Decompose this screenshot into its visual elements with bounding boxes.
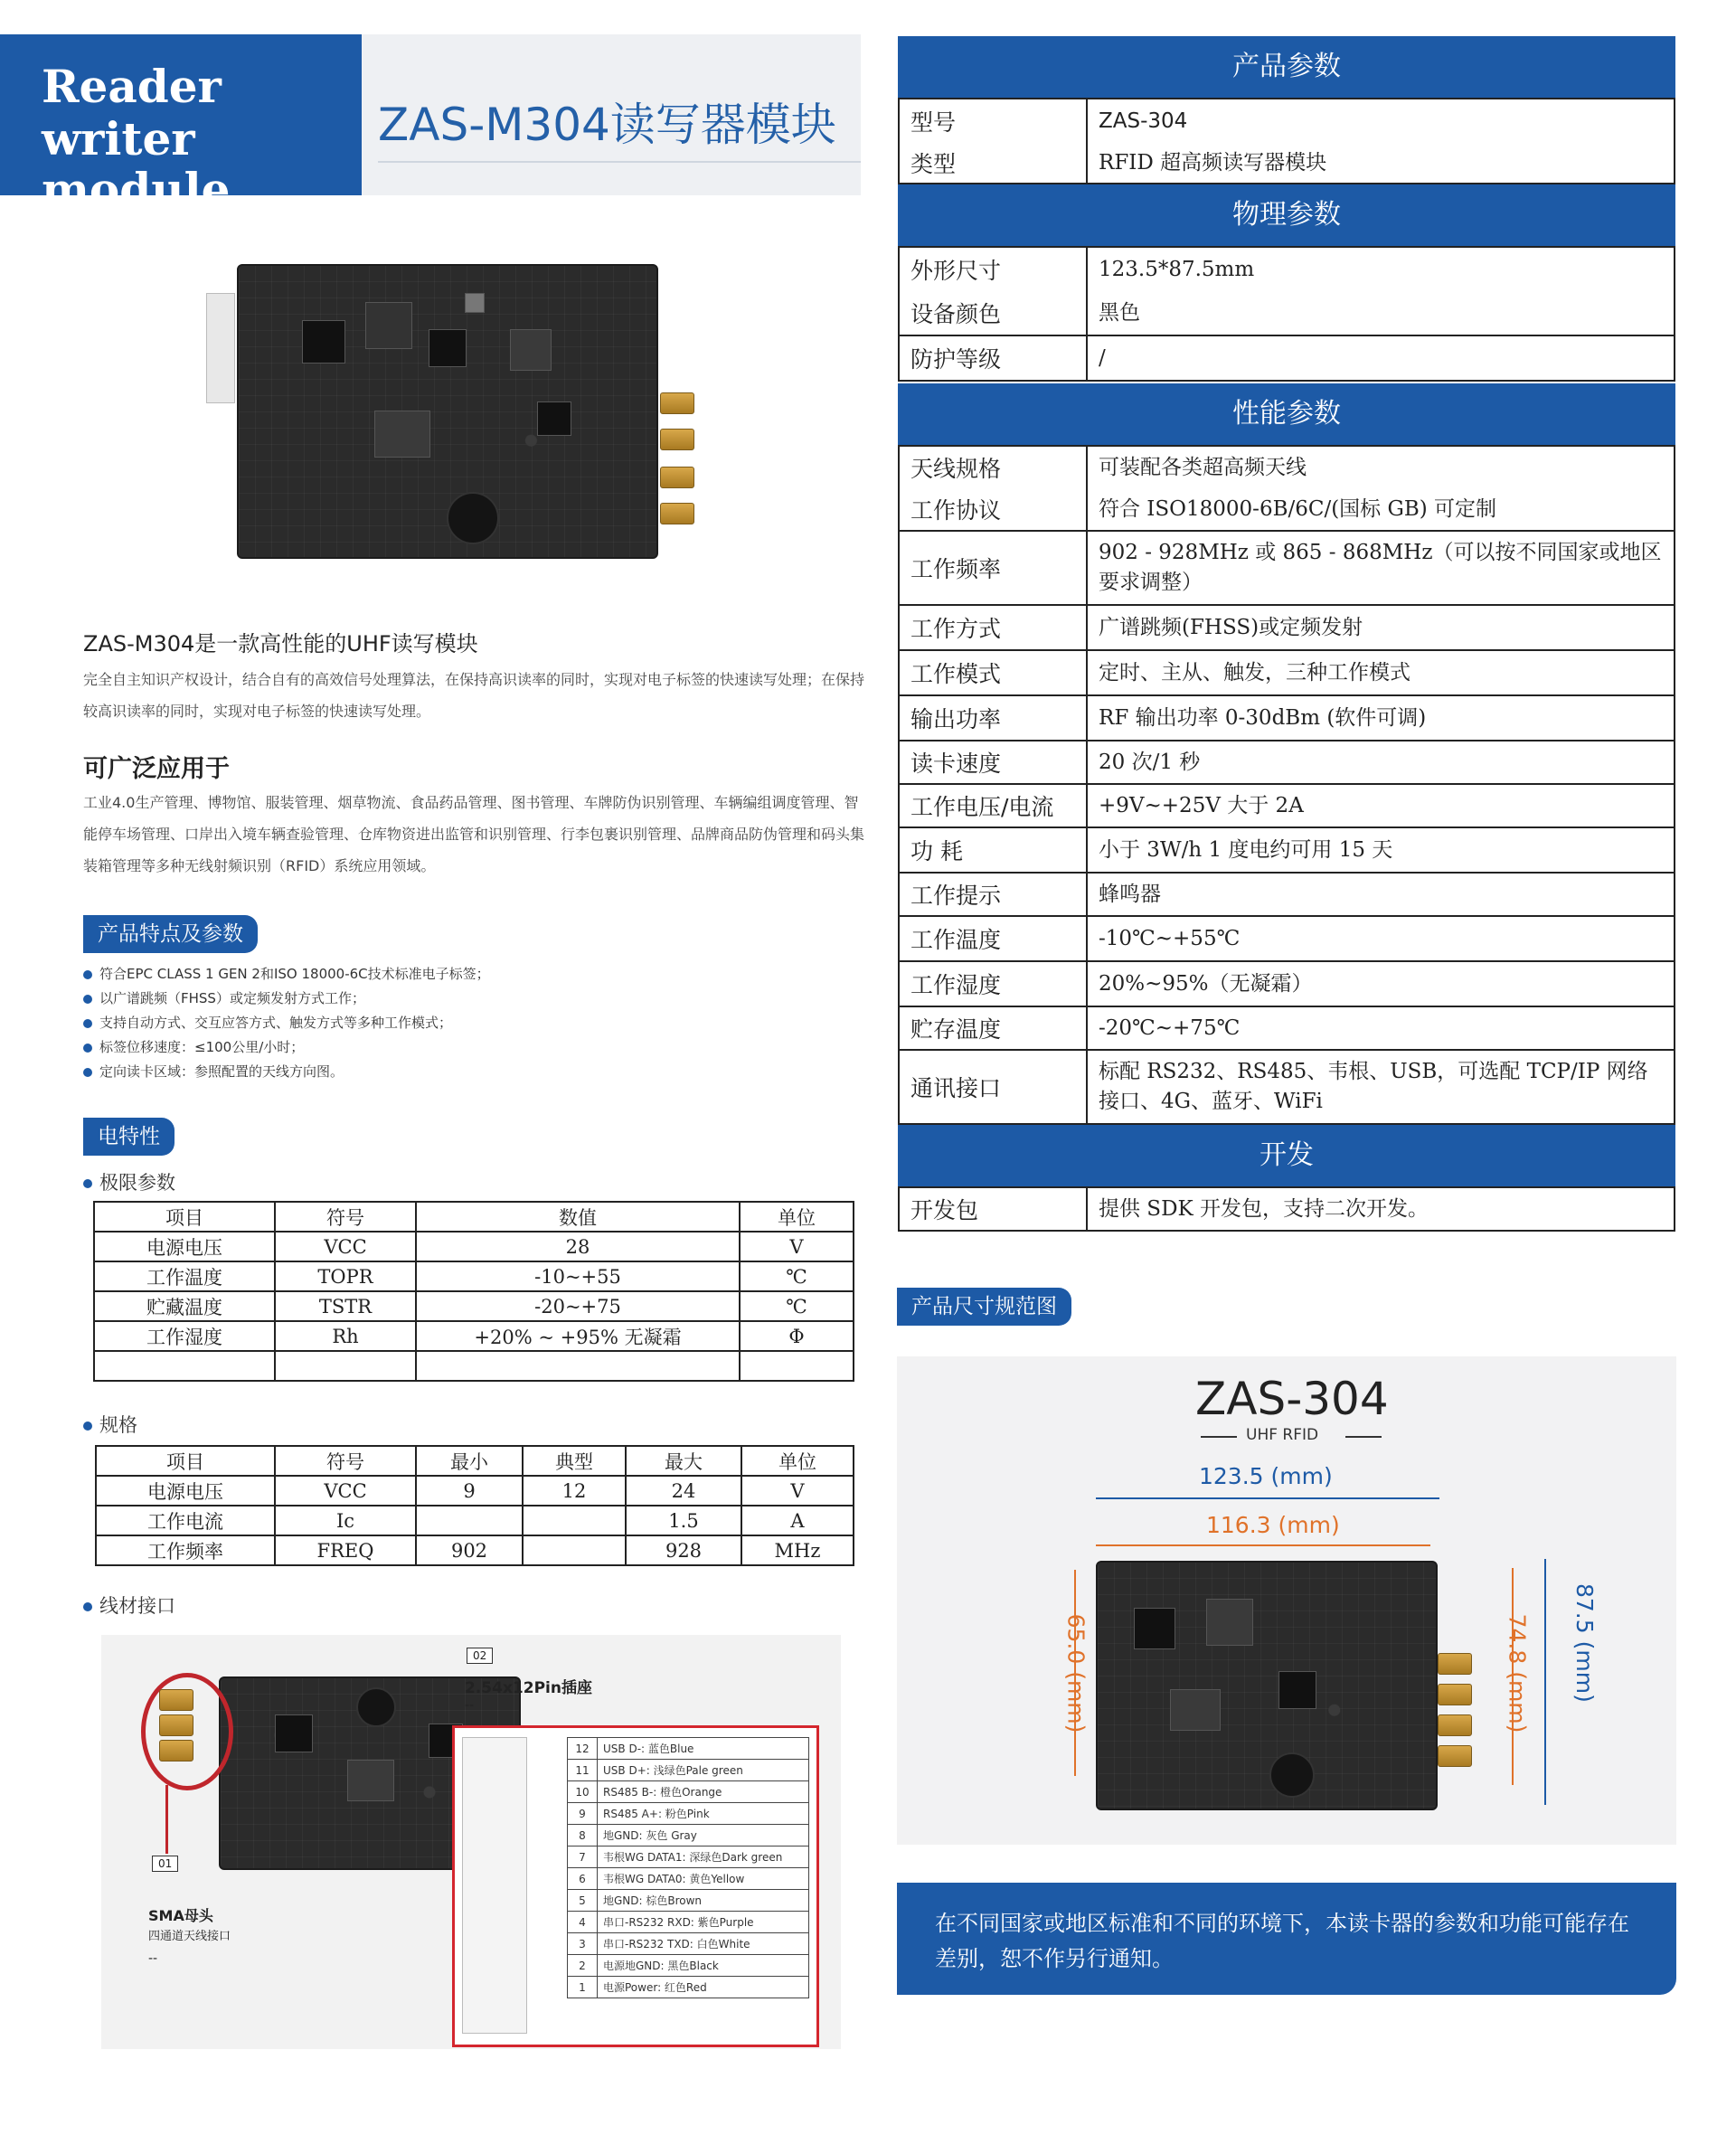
pin-row: 3 串口-RS232 TXD: 白色White xyxy=(568,1933,809,1955)
model-sub-label: UHF RFID xyxy=(1246,1426,1319,1444)
spec-row: 工作方式 广谱跳频(FHSS)或定频发射 xyxy=(898,606,1675,651)
sma-dash: -- xyxy=(148,1951,158,1966)
spec-row: 贮存温度 -20℃~+75℃ xyxy=(898,1007,1675,1051)
pin-row: 4 串口-RS232 RXD: 紫色Purple xyxy=(568,1912,809,1933)
section-development: 开发 xyxy=(898,1125,1675,1186)
inner-width-label: 116.3 (mm) xyxy=(1206,1512,1340,1538)
spec-row: 工作协议 符合 ISO18000-6B/6C/(国标 GB) 可定制 xyxy=(898,488,1675,532)
bullet-dot xyxy=(83,1044,92,1053)
spec-row: 设备颜色 黑色 xyxy=(898,291,1675,336)
spec-table xyxy=(95,1445,854,1566)
feature-item: 标签位移速度：≤100公里/小时； xyxy=(83,1035,861,1060)
spec-row: 类型 RFID 超高频读写器模块 xyxy=(898,143,1675,184)
callout-index-02: 02 xyxy=(467,1648,493,1664)
wiring-diagram xyxy=(101,1635,841,2049)
sma-connector xyxy=(660,392,694,414)
feature-item: 支持自动方式、交互应答方式、触发方式等多种工作模式； xyxy=(83,1011,861,1035)
spec-row: 工作湿度 20%~95%（无凝霜） xyxy=(898,962,1675,1007)
table-row: 电源电压 VCC 28 V xyxy=(94,1232,854,1261)
pin-row: 10 RS485 B-: 橙色Orange xyxy=(568,1781,809,1803)
brand-line-2: writer module xyxy=(42,112,231,216)
sma-connector xyxy=(660,429,694,450)
wire-subheading: 线材接口 xyxy=(83,1591,175,1619)
table-row: 电源电压 VCC 9 12 24 V xyxy=(96,1476,854,1506)
pin-table xyxy=(567,1737,809,1998)
spec-row: 工作电压/电流 +9V~+25V 大于 2A xyxy=(898,785,1675,828)
page-title: ZAS-M304读写器模块 xyxy=(378,99,836,151)
pin-header-socket xyxy=(462,1737,527,2034)
spec-row: 外形尺寸 123.5*87.5mm xyxy=(898,246,1675,293)
pin-header-dash: -- xyxy=(465,1698,475,1713)
disclaimer-note xyxy=(897,1883,1676,1995)
features-list xyxy=(83,962,861,1084)
spec-row: 开发包 提供 SDK 开发包，支持二次开发。 xyxy=(898,1186,1675,1232)
title-underline xyxy=(378,161,861,163)
section-physical: 物理参数 xyxy=(898,184,1675,246)
pin-row: 12 USB D-: 蓝色Blue xyxy=(568,1738,809,1760)
spec-row: 型号 ZAS-304 xyxy=(898,98,1675,145)
table-header-row: 项目 符号 数值 单位 xyxy=(94,1202,854,1232)
intro-text: 完全自主知识产权设计，结合自有的高效信号处理算法，在保持高识读率的同时，实现对电子标签的快速读写处理；在保持较高识读率的同时，实现对电子标签的快速读写处理。 xyxy=(83,671,865,720)
buzzer xyxy=(447,492,499,544)
table-row: 工作温度 TOPR -10~+55 ℃ xyxy=(94,1261,854,1291)
pin-row: 11 USB D+: 浅绿色Pale green xyxy=(568,1760,809,1781)
product-board-image xyxy=(237,264,658,559)
pin-header-connector xyxy=(206,293,235,403)
spec-row: 工作频率 902 - 928MHz 或 865 - 868MHz（可以按不同国家或地区要求调整） xyxy=(898,532,1675,606)
spec-row: 读卡速度 20 次/1 秒 xyxy=(898,741,1675,785)
bullet-dot xyxy=(83,1602,92,1611)
spec-row: 工作模式 定时、主从、触发，三种工作模式 xyxy=(898,651,1675,696)
divider xyxy=(1201,1436,1237,1438)
sma-connector xyxy=(660,467,694,488)
section-performance: 性能参数 xyxy=(898,383,1675,445)
spec-row: 工作温度 -10℃~+55℃ xyxy=(898,917,1675,962)
applications-text: 工业4.0生产管理、博物馆、服装管理、烟草物流、食品药品管理、图书管理、车牌防伪识别管理、车辆编组调度管理、智能停车场管理、口岸出入境车辆查验管理、仓库物资进出监管和识别管理、行李包裹识别管理、品牌商品防伪管理和码头集装箱管理等多种无线射频识别（RFID）系统应用领域。 xyxy=(83,794,865,874)
brand-banner xyxy=(0,34,362,216)
left-height-label: 65.0 (mm) xyxy=(1062,1613,1090,1733)
pin-header-panel xyxy=(452,1725,819,2047)
dimension-board-image xyxy=(1096,1561,1438,1810)
dimension-heading: 产品尺寸规范图 xyxy=(897,1288,1071,1326)
pin-row: 5 地GND: 棕色Brown xyxy=(568,1890,809,1912)
pin-row: 1 电源Power: 红色Red xyxy=(568,1977,809,1998)
bullet-dot xyxy=(83,1421,92,1431)
dimension-line xyxy=(1544,1559,1546,1805)
pin-row: 2 电源地GND: 黑色Black xyxy=(568,1955,809,1977)
outer-width-label: 123.5 (mm) xyxy=(1199,1463,1333,1489)
outer-height-label: 87.5 (mm) xyxy=(1571,1583,1598,1703)
model-label: ZAS-304 xyxy=(1195,1373,1389,1425)
spec-row: 工作提示 蜂鸣器 xyxy=(898,874,1675,917)
bullet-dot xyxy=(83,1179,92,1188)
brand-line-1: Reader xyxy=(42,60,222,113)
bullet-dot xyxy=(83,1068,92,1077)
spec-row: 防护等级 / xyxy=(898,336,1675,382)
pin-row: 8 地GND: 灰色 Gray xyxy=(568,1825,809,1846)
limits-subheading: 极限参数 xyxy=(83,1168,175,1195)
feature-item: 以广谱跳频（FHSS）或定频发射方式工作； xyxy=(83,987,861,1011)
table-row xyxy=(94,1351,854,1381)
callout-index-01: 01 xyxy=(152,1856,178,1872)
table-row: 工作湿度 Rh +20% ~ +95% 无凝霜 Φ xyxy=(94,1321,854,1351)
spec-row: 天线规格 可装配各类超高频天线 xyxy=(898,445,1675,490)
table-row: 工作频率 FREQ 902 928 MHz xyxy=(96,1535,854,1565)
sma-subtitle: 四通道天线接口 xyxy=(148,1930,231,1943)
bullet-dot xyxy=(83,1019,92,1028)
pin-row: 9 RS485 A+: 粉色Pink xyxy=(568,1803,809,1825)
dimension-drawing xyxy=(897,1356,1676,1845)
dimension-line xyxy=(1096,1544,1430,1546)
inner-height-label: 74.8 (mm) xyxy=(1504,1613,1531,1733)
table-header-row: 项目 符号 最小 典型 最大 单位 xyxy=(96,1446,854,1476)
table-row: 工作电流 Ic 1.5 A xyxy=(96,1506,854,1535)
pin-row: 6 韦根WG DATA0: 黄色Yellow xyxy=(568,1868,809,1890)
disclaimer-text: 在不同国家或地区标准和不同的环境下，本读卡器的参数和功能可能存在差别，恕不作另行通知。 xyxy=(935,1911,1629,1971)
features-heading: 产品特点及参数 xyxy=(83,915,258,953)
bullet-dot xyxy=(83,970,92,979)
feature-item: 符合EPC CLASS 1 GEN 2和ISO 18000-6C技术标准电子标签； xyxy=(83,962,861,987)
sma-title: SMA母头 xyxy=(148,1907,213,1924)
spec-row: 功 耗 小于 3W/h 1 度电约可用 15 天 xyxy=(898,828,1675,874)
pin-header-title: 2.54x12Pin插座 xyxy=(465,1679,592,1697)
pin-row: 7 韦根WG DATA1: 深绿色Dark green xyxy=(568,1846,809,1868)
dimension-line xyxy=(1096,1497,1439,1499)
limits-table xyxy=(93,1201,854,1382)
intro-title: ZAS-M304是一款高性能的UHF读写模块 xyxy=(83,631,478,656)
applications-title: 可广泛应用于 xyxy=(83,755,230,783)
section-product: 产品参数 xyxy=(898,36,1675,98)
table-row: 贮藏温度 TSTR -20~+75 ℃ xyxy=(94,1291,854,1321)
electrical-heading: 电特性 xyxy=(83,1118,175,1156)
sma-connector xyxy=(660,503,694,524)
spec-row: 输出功率 RF 输出功率 0-30dBm (软件可调) xyxy=(898,696,1675,741)
spec-row: 通讯接口 标配 RS232、RS485、韦根、USB，可选配 TCP/IP 网络接口、4G、蓝牙、WiFi xyxy=(898,1051,1675,1125)
divider xyxy=(1345,1436,1382,1438)
spec-subheading: 规格 xyxy=(83,1411,137,1438)
bullet-dot xyxy=(83,995,92,1004)
feature-item: 定向读卡区域：参照配置的天线方向图。 xyxy=(83,1060,861,1084)
callout-line xyxy=(165,1785,168,1854)
